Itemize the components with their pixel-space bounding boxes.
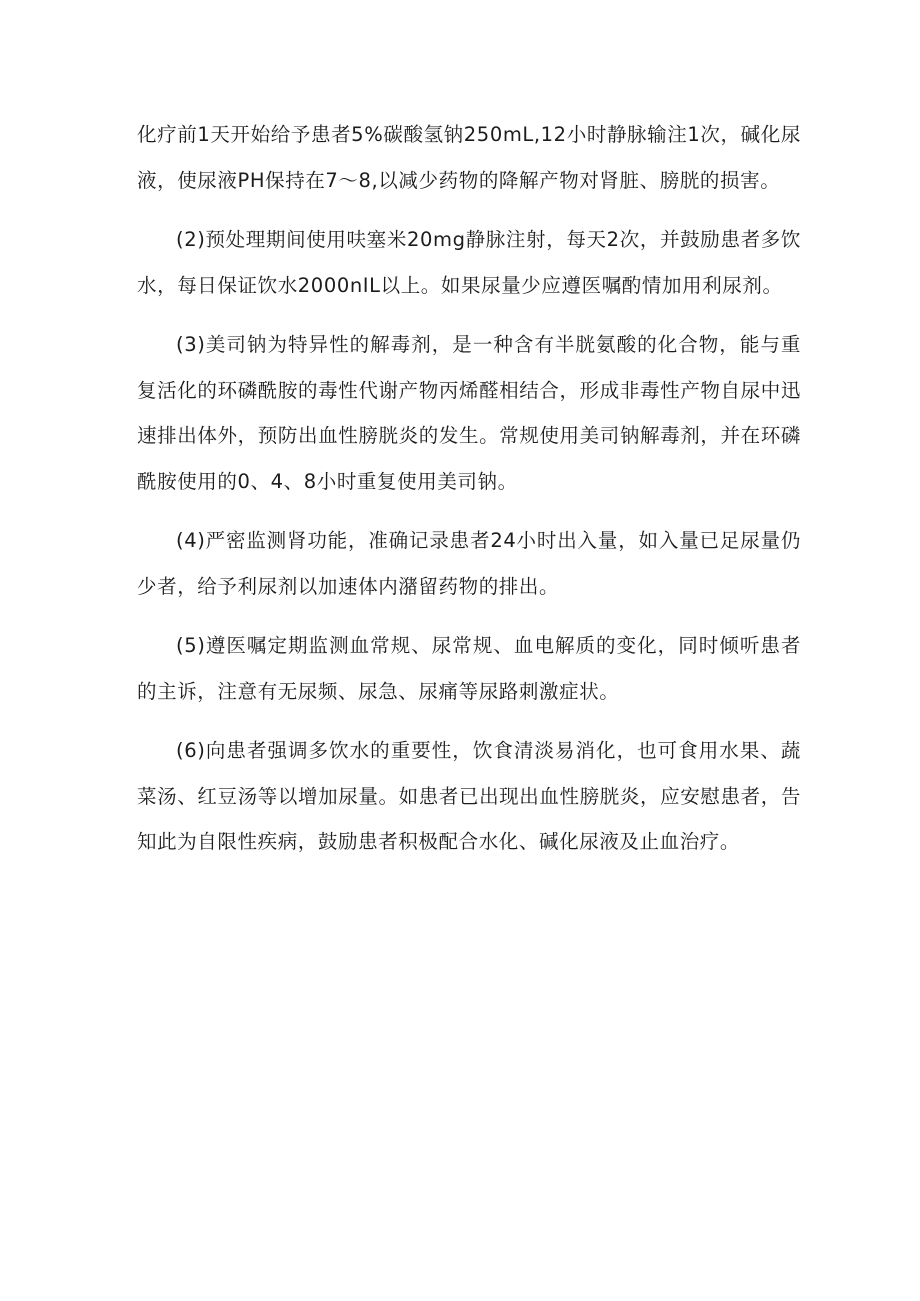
paragraph-1: 化疗前1天开始给予患者5%碳酸氢钠250mL,12小时静脉输注1次，碱化尿液，使尿液PH保持在7～8,以减少药物的降解产物对肾脏、膀胱的损害。 [137,123,801,192]
document-body [137,112,801,879]
paragraph-5: (5)遵医嘱定期监测血常规、尿常规、血电解质的变化，同时倾听患者的主诉，注意有无尿频、尿急、尿痛等尿路刺激症状。 [137,634,801,703]
paragraph-4: (4)严密监测肾功能，准确记录患者24小时出入量，如入量已足尿量仍少者，给予利尿剂以加速体内潴留药物的排出。 [137,529,801,598]
paragraph-3: (3)美司钠为特异性的解毒剂，是一种含有半胱氨酸的化合物，能与重复活化的环磷酰胺的毒性代谢产物丙烯醛相结合，形成非毒性产物自尿中迅速排出体外，预防出血性膀胱炎的发生。常规使用美司钠解毒剂，并在环磷酰胺使用的0、4、8小时重复使用美司钠。 [137,333,801,493]
paragraph-6: (6)向患者强调多饮水的重要性，饮食清淡易消化，也可食用水果、蔬菜汤、红豆汤等以增加尿量。如患者已出现出血性膀胱炎，应安慰患者，告知此为自限性疾病，鼓励患者积极配合水化、碱化尿液及止血治疗。 [137,739,801,853]
paragraph-2: (2)预处理期间使用呋塞米20mg静脉注射，每天2次，并鼓励患者多饮水，每日保证饮水2000nIL以上。如果尿量少应遵医嘱酌情加用利尿剂。 [137,228,801,297]
